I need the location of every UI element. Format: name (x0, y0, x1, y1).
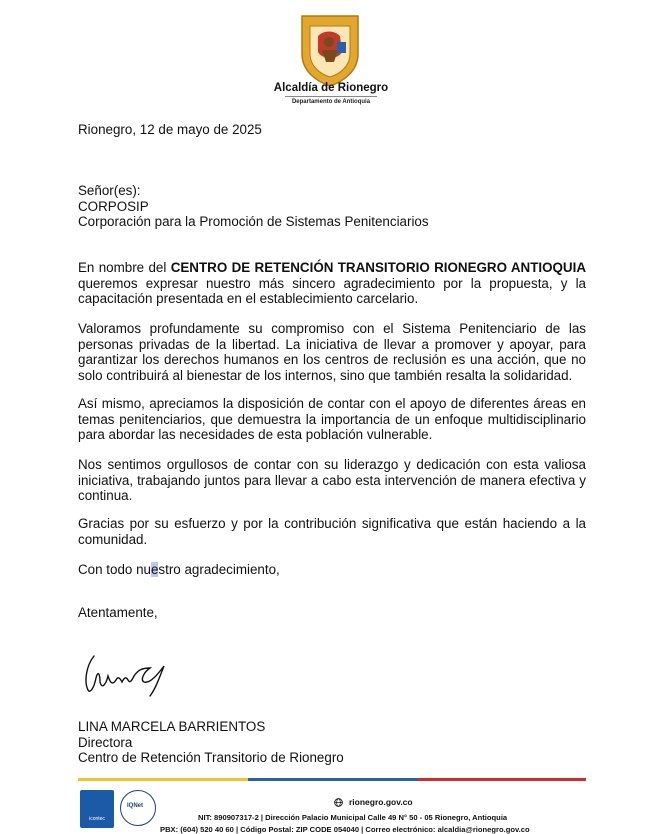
signer-block (78, 719, 586, 766)
footer-color-stripe (78, 778, 586, 781)
paragraph-1-intro: En nombre del (78, 260, 171, 275)
stripe-yellow (78, 778, 248, 781)
website-link[interactable]: rionegro.gov.co (349, 797, 413, 807)
letterhead (0, 0, 662, 112)
recipient-organization: Corporación para la Promoción de Sistemas Penitenciarios (78, 214, 429, 230)
icontec-logo (80, 790, 114, 828)
paragraph-1-rest: queremos expresar nuestro más sincero agradecimiento por la propuesta, y la capacitación presentada en el establecimiento carcelario. (78, 275, 586, 307)
footer-address-line: NIT: 890907317-2 | Dirección Palacio Municipal Calle 49 N° 50 - 05 Rionegro, Antioquia (198, 813, 508, 822)
handwritten-signature (80, 648, 176, 700)
recipient-name: CORPOSIP (78, 198, 149, 214)
closing-line (78, 562, 586, 578)
institution-name: CENTRO DE RETENCIÓN TRANSITORIO RIONEGRO ANTIOQUIA (170, 260, 586, 275)
regards: Atentamente, (78, 605, 158, 620)
iqnet-label: IQNet (127, 803, 144, 809)
signer-title: Directora (78, 734, 133, 750)
stripe-blue (248, 778, 418, 781)
organization-name: Alcaldía de Rionegro (273, 82, 389, 94)
coat-of-arms-emblem (298, 12, 362, 88)
text-cursor-highlight[interactable]: e (150, 562, 159, 577)
organization-subtitle: Departamento de Antioquia (291, 99, 371, 105)
footer-contact-line: PBX: (604) 520 40 60 | Código Postal: ZIP CODE 054040 | Correo electrónico: alcaldia@rionegro.gov.co (160, 825, 530, 834)
globe-icon (334, 798, 343, 807)
closing-text-start: Con todo nu (78, 562, 151, 577)
paragraph-2: Valoramos profundamente su compromiso con el Sistema Penitenciario de las personas privadas de la libertad. La iniciativa de llevar a promover y apoyar, para garantizar los derechos humanos en los centros de reclusión es una acción, que no solo contribuirá al bienestar de los internos, sino que también resalta la solidaridad. (78, 321, 586, 383)
closing-text-end: stro agradecimiento, (158, 562, 280, 577)
paragraph-3: Así mismo, apreciamos la disposición de contar con el apoyo de diferentes áreas en temas penitenciarios, que demuestra la importancia de un enfoque multidisciplinario para abordar las necesidades de esta población vulnerable. (78, 396, 586, 443)
certification-logos (80, 790, 160, 832)
iqnet-logo (120, 790, 156, 826)
signer-name: LINA MARCELA BARRIENTOS (78, 719, 266, 734)
recipient-salutation: Señor(es): (78, 183, 141, 198)
paragraph-4: Nos sentimos orgullosos de contar con su liderazgo y dedicación con esta valiosa iniciativa, trabajando juntos para llevar a cabo esta intervención de manera efectiva y continua. (78, 457, 586, 504)
letter-date: Rionegro, 12 de mayo de 2025 (78, 122, 262, 137)
stripe-red (418, 778, 586, 781)
paragraph-1 (78, 260, 586, 307)
divider (285, 96, 377, 97)
signer-organization: Centro de Retención Transitorio de Rionegro (78, 750, 344, 766)
paragraph-5: Gracias por su esfuerzo y por la contribución significativa que están haciendo a la comunidad. (78, 516, 586, 547)
icontec-label: icontec (89, 816, 105, 822)
recipient-block (78, 183, 586, 230)
